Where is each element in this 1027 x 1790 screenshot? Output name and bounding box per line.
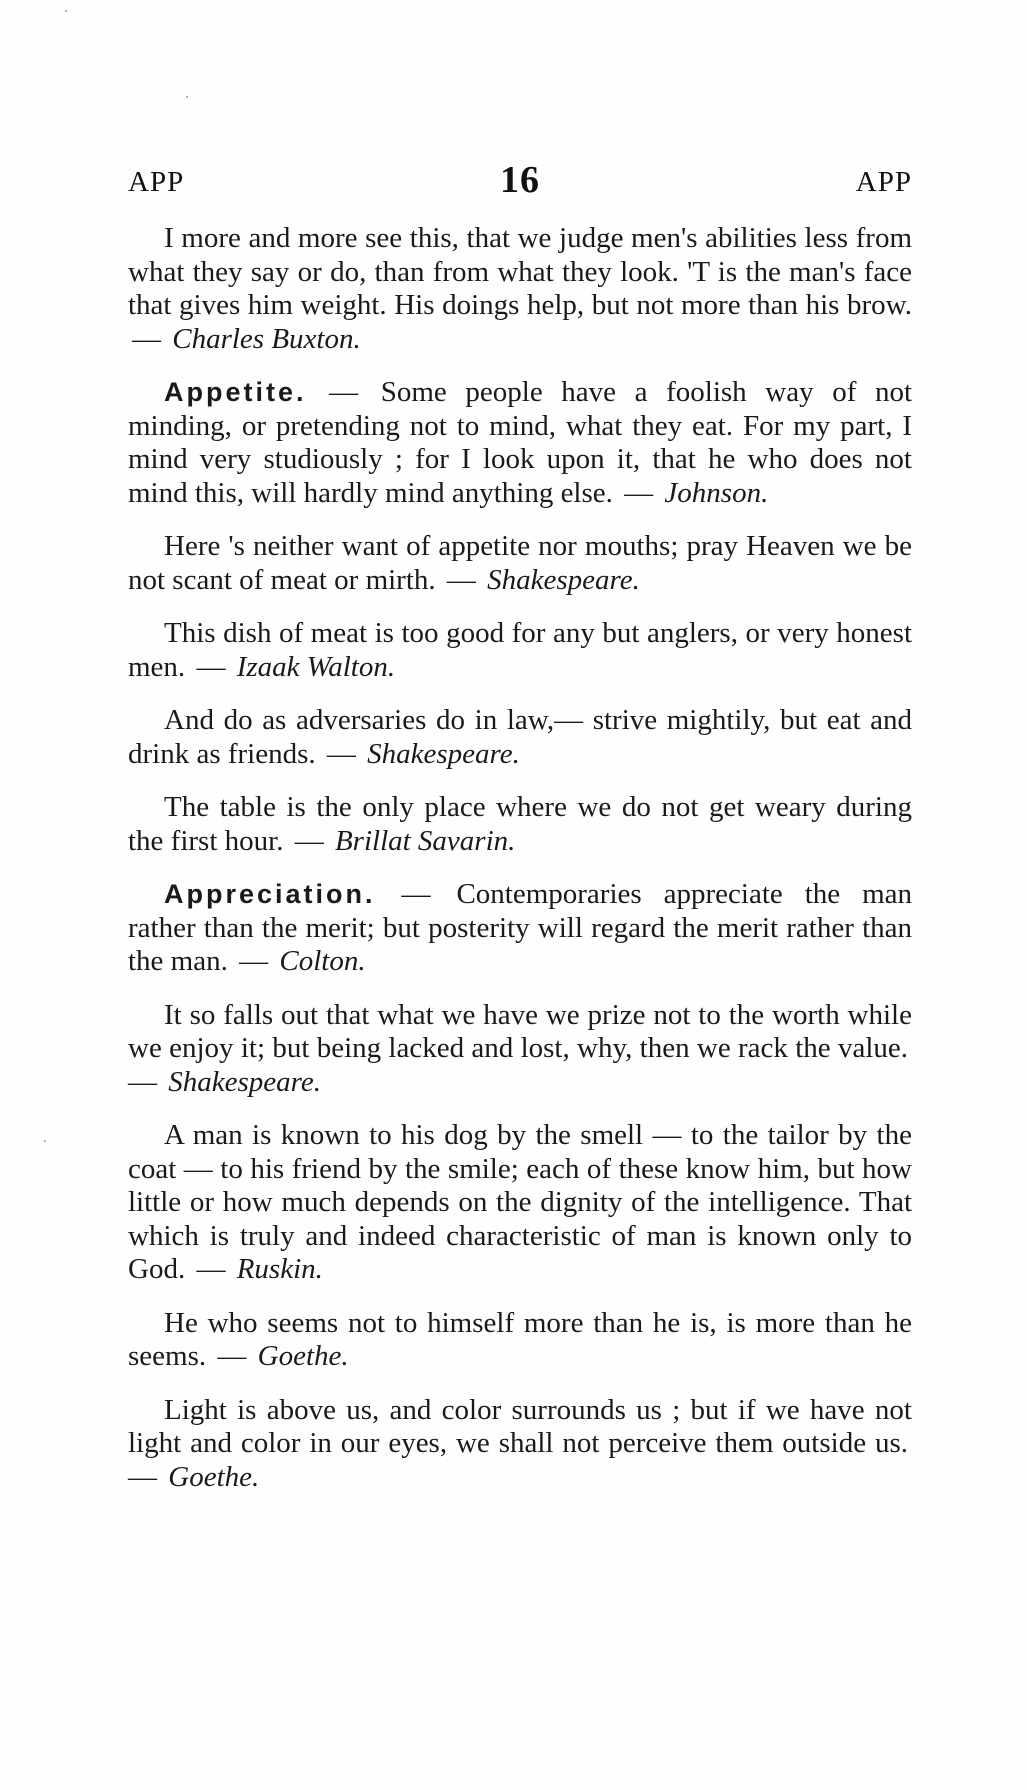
quotation: Appetite. — Some people have a foolish way of not minding, or pretending not to mind, what they eat. For my part, I mind very studiously ; for I look upon it, that he who does not mind this, will hardly mind anything else. — Johnson.: [128, 376, 913, 509]
running-header: [128, 158, 912, 208]
quotation: Appreciation. — Contemporaries appreciate the man rather than the merit; but posterity will regard the merit rather than the man. — Colton.: [128, 878, 913, 977]
quote-text: A man is known to his dog by the smell — to the tailor by the coat — to his friend by the smile; each of these know him, but how little or how much depends on the dignity of the intelligence. That which is truly and indeed characteristic of man is known only to God.: [128, 1119, 912, 1285]
quotation: Here 's neither want of appetite nor mouths; pray Heaven we be not scant of meat or mirth. — Shakespeare.: [128, 530, 912, 596]
quotation: This dish of meat is too good for any but anglers, or very honest men. — Izaak Walton.: [128, 617, 912, 683]
header-guide-word-left: APP: [128, 166, 185, 198]
topic-heading: Appreciation.: [164, 879, 376, 909]
paper-speck: [65, 10, 67, 12]
page-number: 16: [500, 159, 540, 201]
paper-speck: [44, 1140, 46, 1142]
paper-speck: [186, 96, 188, 98]
quote-text: It so falls out that what we have we prize not to the worth while we enjoy it; but being lacked and lost, why, then we rack the value.: [128, 998, 912, 1064]
quotation: A man is known to his dog by the smell — to the tailor by the coat — to his friend by the smile; each of these know him, but how little or how much depends on the dignity of the intelligence. That which is truly and indeed characteristic of man is known only to God. — Ruskin.: [128, 1119, 912, 1285]
quote-author: Shakespeare.: [168, 1065, 321, 1098]
quote-author: Goethe.: [168, 1460, 260, 1493]
quote-text: This dish of meat is too good for any but anglers, or very honest men.: [128, 617, 912, 683]
quote-author: Johnson.: [664, 476, 769, 509]
header-guide-word-right: APP: [855, 166, 912, 198]
quote-author: Brillat Savarin.: [334, 824, 516, 857]
quote-text: Some people have a foolish way of not minding, or pretending not to mind, what they eat. For my part, I mind very studiously ; for I look upon it, that he who does not mind this, will hardly mind anything else.: [128, 376, 913, 509]
quotation: And do as adversaries do in law,— strive mightily, but eat and drink as friends. — Shakespeare.: [128, 704, 912, 770]
quotation: I more and more see this, that we judge men's abilities less from what they say or do, than from what they look. 'T is the man's face that gives him weight. His doings help, but not more than his brow. — Charles Buxton.: [128, 222, 912, 355]
quote-text: And do as adversaries do in law,— strive mightily, but eat and drink as friends.: [128, 704, 912, 770]
quote-author: Goethe.: [257, 1340, 349, 1372]
quote-author: Ruskin.: [236, 1253, 323, 1285]
topic-heading: Appetite.: [164, 377, 307, 407]
quote-author: Shakespeare.: [487, 563, 640, 596]
quote-text: I more and more see this, that we judge men's abilities less from what they say or do, than from what they look. 'T is the man's face that gives him weight. His doings help, but not more than his brow.: [128, 222, 912, 321]
quote-text: Contemporaries appreciate the man rather than the merit; but posterity will regard the merit rather than the man.: [128, 878, 913, 977]
quotation: The table is the only place where we do not get weary during the first hour. — Brillat Savarin.: [128, 791, 912, 857]
quotation: He who seems not to himself more than he is, is more than he seems. — Goethe.: [128, 1306, 912, 1372]
quote-text: He who seems not to himself more than he is, is more than he seems.: [128, 1306, 912, 1372]
quotation: Light is above us, and color surrounds us ; but if we have not light and color in our eyes, we shall not perceive them outside us. — Goethe.: [128, 1393, 912, 1493]
quote-author: Shakespeare.: [367, 737, 520, 770]
quote-author: Charles Buxton.: [172, 322, 361, 355]
page-body: [128, 222, 912, 1514]
quote-author: Izaak Walton.: [236, 650, 396, 683]
quotation: It so falls out that what we have we prize not to the worth while we enjoy it; but being lacked and lost, why, then we rack the value. — Shakespeare.: [128, 998, 912, 1098]
quote-text: Light is above us, and color surrounds us ; but if we have not light and color in our eyes, we shall not perceive them outside us.: [128, 1393, 912, 1459]
quote-text: Here 's neither want of appetite nor mouths; pray Heaven we be not scant of meat or mirth.: [128, 530, 912, 596]
quote-author: Colton.: [279, 945, 366, 977]
quote-text: The table is the only place where we do not get weary during the first hour.: [128, 791, 912, 857]
